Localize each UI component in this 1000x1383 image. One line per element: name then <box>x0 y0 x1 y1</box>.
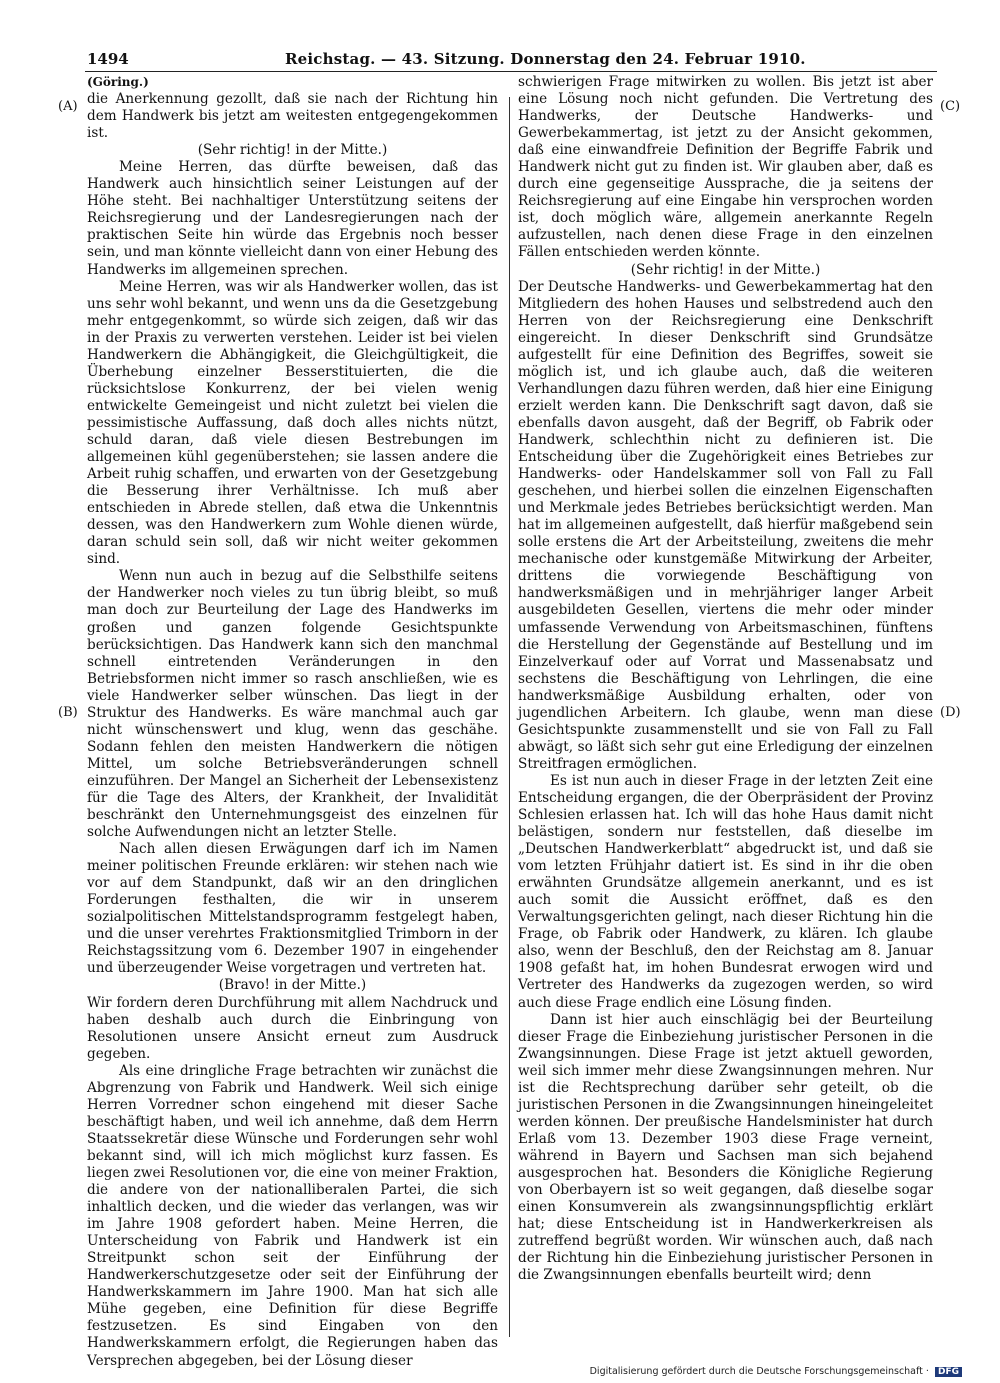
paragraph: Der Deutsche Handwerks- und Gewerbekammertag hat den Mitgliedern des hohen Hauses und selbstredend auch den Herren von der Reichsregierung eine Denkschrift eingereicht. In dieser Denkschrift sind Grundsätze aufgestellt für eine Definition des Begriffes, soweit sie möglich ist, und ich glaube auch, daß die weiteren Verhandlungen dazu führen werden, daß hier eine Einigung erzielt werden kann. Die Denkschrift sagt davon, daß sie ebenfalls davon ausgeht, daß der Begriff, ob Fabrik oder Handwerk, schlechthin nicht zu definieren ist. Die Entscheidung über die Zugehörigkeit eines Betriebes zur Handwerks- oder Handelskammer soll von Fall zu Fall geschehen, und hierbei sollen die einzelnen Eigenschaften und Merkmale jedes Betriebes berücksichtigt werden. Man hat im allgemeinen aufgestellt, daß hierfür maßgebend sein solle erstens die Art der Arbeitsteilung, zweitens die mehr mechanische oder kunstgemäße Mitwirkung der Arbeiter, drittens die vorwiegende Beschäftigung von handwerksmäßigen und in mehrjähriger langer Arbeit ausgebildeten Gesellen, viertens die mehr oder minder umfassende Verwendung von Arbeitsmaschinen, fünftens die Herstellung der Gegenstände auf Bestellung und im Einzelverkauf oder auf Vorrat und Massenabsatz und sechstens die Beschäftigung von Lehrlingen, die eine handwerksmäßige Ausbildung erhalten, oder von jugendlichen Arbeitern. Ich glaube, wenn man diese Gesichtspunkte zusammenstellt und sie von Fall zu Fall abwägt, so läßt sich sehr gut eine Erledigung der einzelnen Streitfragen ermöglichen. <box>518 278 933 772</box>
page-number: 1494 <box>87 50 129 68</box>
paragraph: Meine Herren, das dürfte beweisen, daß das Handwerk auch hinsichtlich seiner Leistungen auf der Höhe steht. Bei nachhaltiger Unterstützung seitens der Reichsregierung und der Landesregierungen nach der praktischen Seite hin würde das Ergebnis noch besser sein, und man könnte vielleicht dann von einer Hebung des Handwerks im allgemeinen sprechen. <box>87 159 498 278</box>
paragraph: Es ist nun auch in dieser Frage in der letzten Zeit eine Entscheidung ergangen, die der Oberpräsident der Provinz Schlesien erlassen hat. Ich will das hohe Haus damit nicht belästigen, sondern nur feststellen, daß dieselbe im „Deutschen Handwerkerblatt“ abgedruckt ist, und daß sie vom letzten Frühjahr datiert ist. Es sind in ihr die oben erwähnten Grundsätze allgemein anerkannt, und es ist auch somit die Aussicht eröffnet, daß es den Verwaltungsgerichten gelingt, nach dieser Richtung hin die Frage, ob Fabrik oder Handwerk, zu klären. Ich glaube also, wenn der Beschluß, den der Reichstag am 8. Januar 1908 gefaßt hat, im hohen Bundesrat erwogen wird und Vertreter des Handwerks da zugezogen werden, so wird auch diese Frage endlich eine Lösung finden. <box>518 772 933 1011</box>
footer-credit <box>590 1366 962 1377</box>
speaker-name: (Göring.) <box>87 75 149 89</box>
margin-marker-a: (A) <box>58 99 78 114</box>
page-header <box>87 50 935 72</box>
running-title: Reichstag. — 43. Sitzung. Donnerstag den 24. Februar 1910. <box>285 50 806 68</box>
paragraph: Wir fordern deren Durchführung mit allem Nachdruck und haben deshalb auch durch die Einbringung von Resolutionen unsere Ansicht erneut zum Ausdruck gegeben. <box>87 994 498 1062</box>
paragraph: schwierigen Frage mitwirken zu wollen. Bis jetzt ist aber eine Lösung noch nicht gefunden. Die Vertretung des Handwerks, der Deutsche Handwerks- und Gewerbekammertag, ist jetzt zu der Ansicht gekommen, daß eine einwandfreie Definition der Begriffe Fabrik und Handwerk nicht gut zu finden ist. Wir glauben aber, daß es durch eine gegenseitige Aussprache, die ja seitens der Reichsregierung auf eine Eingabe hin versprochen worden ist, doch möglich wäre, allgemein anerkannte Regeln aufzustellen, nach denen diese Frage in den einzelnen Fällen entschieden werden könnte. <box>518 74 933 261</box>
margin-marker-c: (C) <box>940 99 961 114</box>
paragraph: Nach allen diesen Erwägungen darf ich im Namen meiner politischen Freunde erklären: wir stehen nach wie vor auf dem Standpunkt, daß wir an den dringlichen Forderungen festhalten, die wir in unserem sozialpolitischen Mittelstandsprogramm festgelegt haben, und die unser verehrtes Fraktionsmitglied Trimborn in der Reichstagssitzung vom 6. Dezember 1907 in eingehender und überzeugender Weise vorgetragen und vertreten hat. <box>87 841 498 977</box>
dfg-logo: DFG <box>935 1367 962 1377</box>
paragraph: Als eine dringliche Frage betrachten wir zunächst die Abgrenzung von Fabrik und Handwerk. Weil sich einige Herren Vorredner schon eingehend mit dieser Sache beschäftigt haben, und weil ich annehme, daß dem Herrn Staatssekretär diese Wünsche und Forderungen sehr wohl bekannt sind, will ich mich möglichst kurz fassen. Es liegen zwei Resolutionen vor, die eine von meiner Fraktion, die andere von der nationalliberalen Partei, die sich inhaltlich decken, und die wieder das verlangen, was wir im Jahre 1908 gefordert haben. Meine Herren, die Unterscheidung von Fabrik und Handwerk ist ein Streitpunkt schon seit der Einführung der Handwerkerschutzgesetze oder seit der Einführung der Handwerkskammern im Jahre 1900. Man hat sich alle Mühe gegeben, eine Definition für diese Begriffe festzusetzen. Es sind Eingaben von den Handwerkskammern erfolgt, die Regierungen haben das Versprechen abgegeben, bei der Lösung dieser <box>87 1062 498 1369</box>
paragraph: die Anerkennung gezollt, daß sie nach der Richtung hin dem Handwerk bis jetzt am weitesten entgegengekommen ist. <box>87 91 498 142</box>
interjection: (Sehr richtig! in der Mitte.) <box>630 261 821 278</box>
interjection: (Sehr richtig! in der Mitte.) <box>197 142 388 159</box>
paragraph: Meine Herren, was wir als Handwerker wollen, das ist uns sehr wohl bekannt, und wenn uns da die Gesetzgebung mehr entgegenkommt, so würde sich zeigen, daß wir das in der Praxis zu verwerten verstehen. Leider ist bei vielen Handwerkern die Abhängigkeit, die Gleichgültigkeit, die Überhebung einzelner Besserstituierten, die die rücksichtslose Konkurrenz, der bei vielen wenig entwickelte Gemeingeist und nicht zuletzt bei vielen die pessimistische Auffassung, daß doch alles nichts nützt, schuld daran, daß viele diesen Bestrebungen im allgemeinen kühl gegenüberstehen; sie lassen andere die Arbeit ruhig schaffen, und erwarten von der Gesetzgebung die Besserung ihrer Verhältnisse. Ich muß aber entschieden in Abrede stellen, daß etwa die Unkenntnis dessen, was den Handwerkern zum Wohle dienen würde, daran schuld sein soll, daß wir nicht weiter gekommen sind. <box>87 278 498 568</box>
column-divider <box>509 97 510 1337</box>
paragraph: Dann ist hier auch einschlägig bei der Beurteilung dieser Frage die Einbeziehung juristischer Personen in die Zwangsinnungen. Diese Frage ist jetzt aktuell geworden, weil sich immer mehr diese Zwangsinnungen mehren. Nur ist die Rechtsprechung darüber sehr geteilt, ob die juristischen Personen in die Zwangsinnungen hineingeleitet werden können. Der preußische Handelsminister hat durch Erlaß vom 13. Dezember 1903 diese Frage verneint, während in Bayern und Sachsen man sich bejahend ausgesprochen hat. Besonders die Königliche Regierung von Oberbayern ist so weit gegangen, daß dieselbe sogar einen Konsumverein als zwangsinnungspflichtig erklärt hat; diese Entscheidung ist in Handwerkerkreisen als zutreffend begrüßt worden. Wir wünschen auch, daß nach der Richtung hin die Einbeziehung juristischer Personen in die Zwangsinnungen ebenfalls beurteilt wird; denn <box>518 1011 933 1284</box>
footer-text: Digitalisierung gefördert durch die Deutsche Forschungsgemeinschaft · <box>589 1366 929 1377</box>
margin-marker-b: (B) <box>58 705 78 720</box>
paragraph: Wenn nun auch in bezug auf die Selbsthilfe seitens der Handwerker noch vieles zu tun übrig bleibt, so muß man doch zur Beurteilung der Lage des Handwerks im großen und ganzen folgende Gesichtspunkte berücksichtigen. Das Handwerk kann sich den manchmal schnell eintretenden Veränderungen in den Betriebsformen nicht immer so rasch anschließen, wie es viele Handwerker selber wünschen. Das liegt in der Struktur des Handwerks. Es wäre manchmal auch gar nicht wünschenswert und klug, wenn das geschähe. Sodann fehlen den meisten Handwerkern die nötigen Mittel, um solche Betriebsveränderungen schnell einzuführen. Der Mangel an Sicherheit der Lebensexistenz für die Tage des Alters, der Krankheit, der Invalidität beschränkt den Unternehmungsgeist des einzelnen für solche Aufwendungen nicht an letzter Stelle. <box>87 568 498 841</box>
left-column <box>87 74 498 1370</box>
margin-marker-d: (D) <box>940 705 961 720</box>
header-rule <box>85 71 937 72</box>
right-column <box>518 74 933 1284</box>
interjection: (Bravo! in der Mitte.) <box>218 977 367 994</box>
